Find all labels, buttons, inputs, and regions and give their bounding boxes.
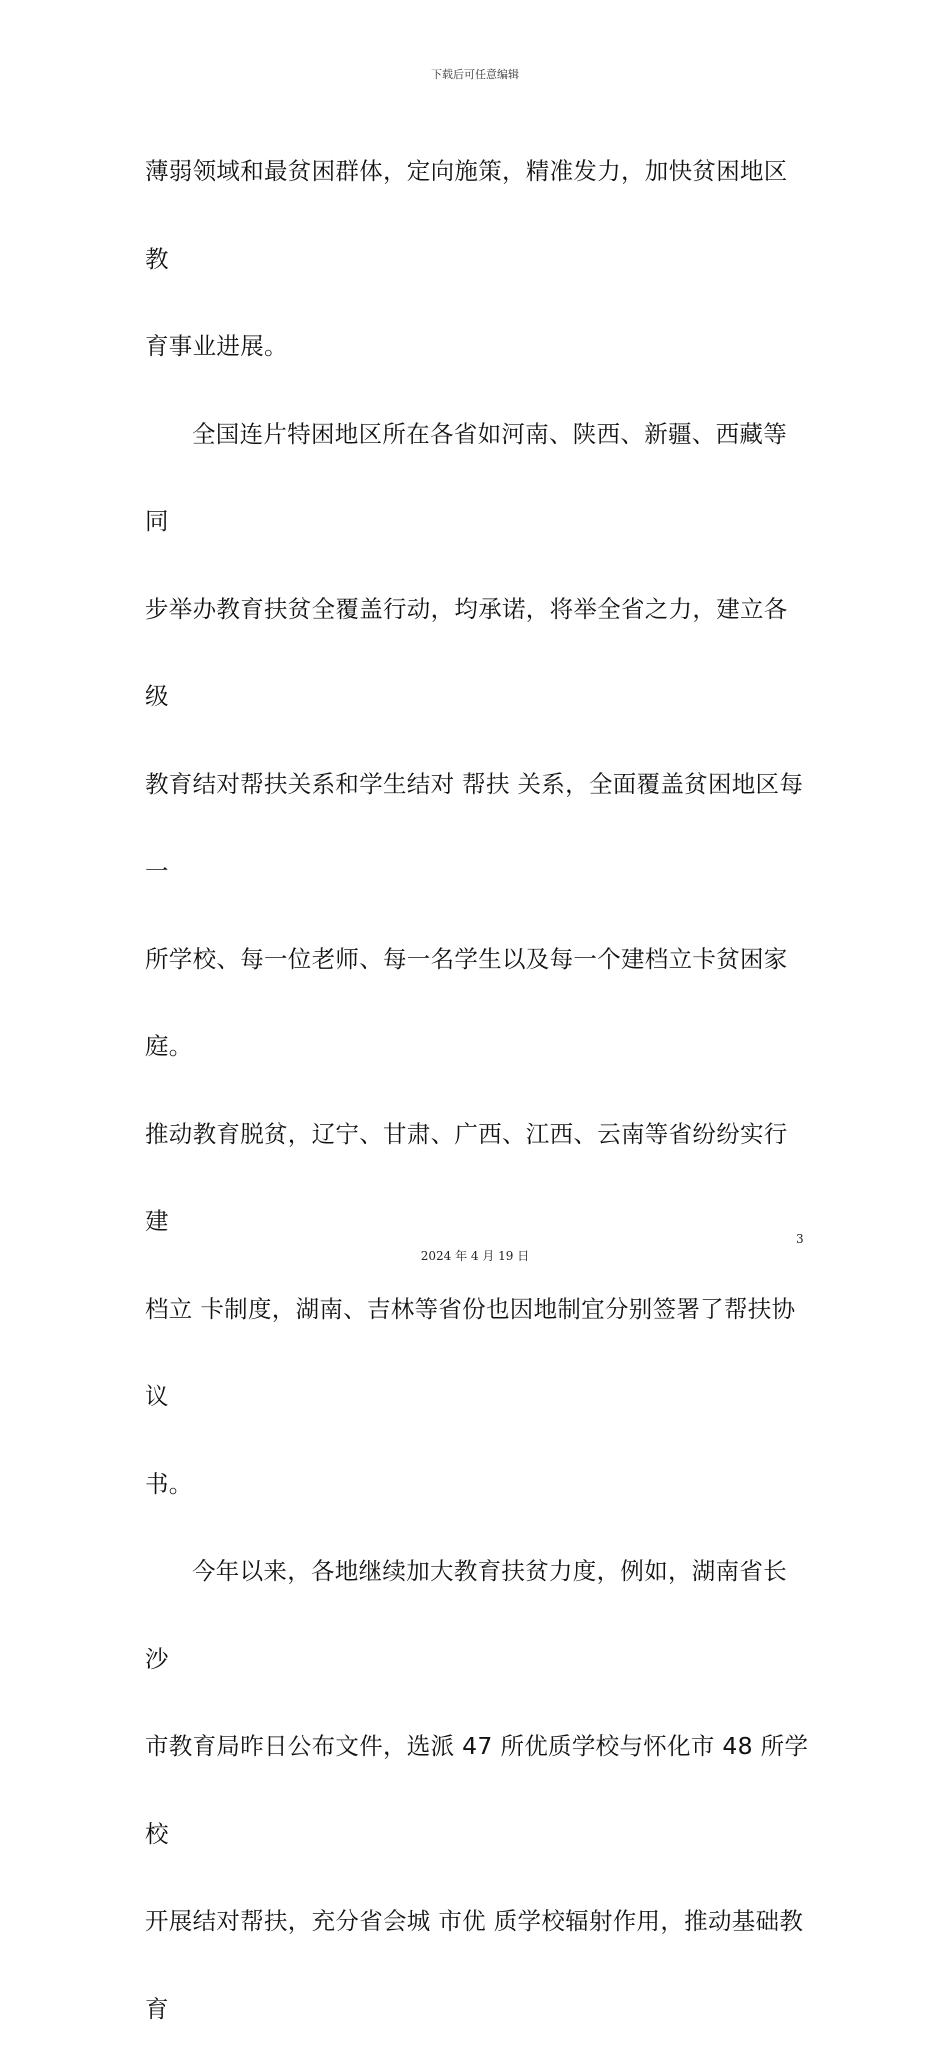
- paragraph-start-line: 全国连片特困地区所在各省如河南、陕西、新疆、西藏等同: [145, 419, 787, 535]
- text-line: 开展结对帮扶，充分省会城 市优 质学校辐射作用，推动基础教育: [145, 1907, 804, 2023]
- page-number: 3: [796, 1232, 804, 1246]
- text-line: 教育结对帮扶关系和学生结对 帮扶 关系，全面覆盖贫困地区每一: [145, 769, 804, 885]
- text-line: 书。: [145, 1469, 193, 1498]
- text-line: 所学校、每一位老师、每一名学生以及每一个建档立卡贫困家庭。: [145, 944, 788, 1060]
- text-line: 档立 卡制度，湖南、吉林等省份也因地制宜分别签署了帮扶协议: [145, 1294, 796, 1410]
- text-line: 推动教育脱贫，辽宁、甘肃、广西、江西、云南等省纷纷实行建: [145, 1119, 788, 1235]
- footer-date: 2024 年 4 月 19 日: [420, 1249, 530, 1263]
- header-note: 下载后可任意编辑: [431, 68, 519, 81]
- text-line: 薄弱领域和最贫困群体，定向施策，精准发力，加快贫困地区教: [145, 157, 788, 273]
- paragraph-start-line: 今年以来，各地继续加大教育扶贫力度，例如，湖南省长沙: [145, 1557, 787, 1673]
- text-line: 步举办教育扶贫全覆盖行动，均承诺，将举全省之力，建立各级: [145, 594, 788, 710]
- text-line: 市教育局昨日公布文件，选派 47 所优质学校与怀化市 48 所学校: [145, 1732, 809, 1848]
- text-line: 育事业进展。: [145, 332, 288, 360]
- body-text: [145, 128, 810, 2053]
